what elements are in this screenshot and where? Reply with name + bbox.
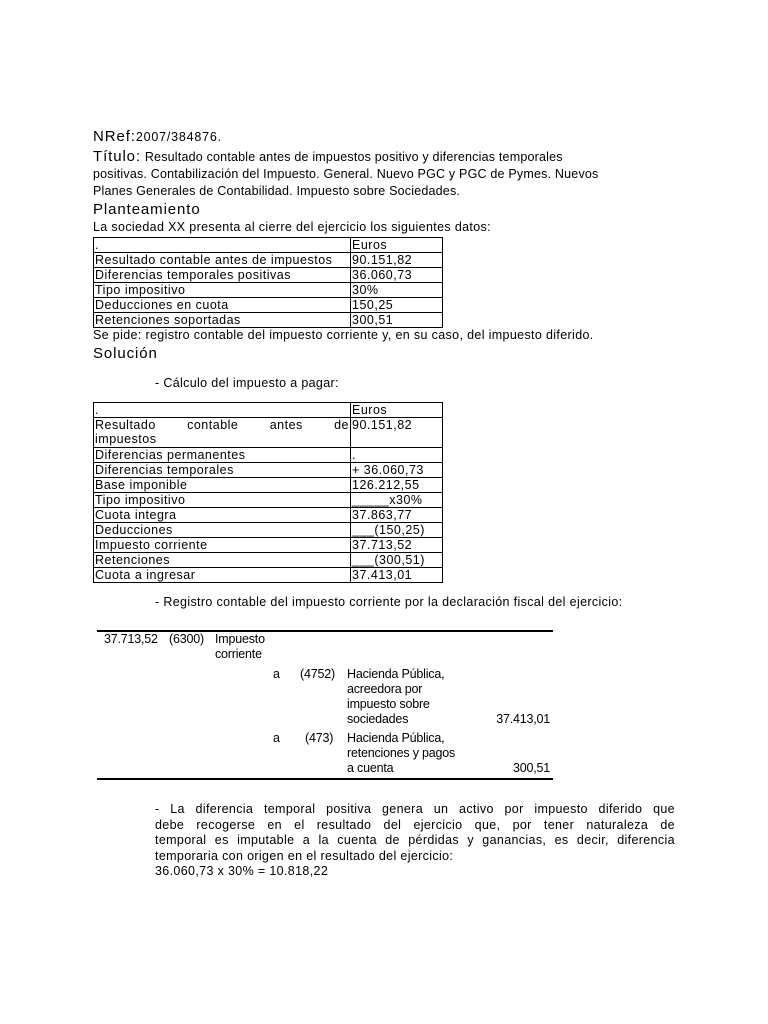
para-line-5: 36.060,73 x 30% = 10.818,22 <box>155 864 329 878</box>
word: temporal <box>155 833 207 847</box>
titulo-text-3: Planes Generales de Contabilidad. Impuesto sobre Sociedades. <box>93 184 461 198</box>
table-cell: 90.151,82 <box>351 418 443 448</box>
word: impuesto <box>534 802 588 816</box>
table-cell: 37.413,01 <box>351 568 443 583</box>
diferido-paragraph <box>155 802 675 880</box>
table-cell: Diferencias permanentes <box>94 448 351 463</box>
nref-label: NRef: <box>93 128 136 145</box>
resultado-words <box>95 418 349 432</box>
table-row <box>94 568 443 583</box>
table-row <box>94 478 443 493</box>
word: por <box>512 817 532 832</box>
table-cell: Diferencias temporales <box>94 463 351 478</box>
word: genera <box>381 802 423 816</box>
word: un <box>433 802 449 816</box>
table-cell: + 36.060,73 <box>351 463 443 478</box>
nref-line <box>93 128 222 146</box>
titulo-text-2: positivas. Contabilización del Impuesto. General. Nuevo PGC y PGC de Pymes. Nuevos <box>93 167 599 181</box>
datos-table <box>93 237 443 328</box>
word: La <box>170 802 185 816</box>
table-row <box>94 313 443 328</box>
table-cell: . <box>351 448 443 463</box>
table-row <box>94 508 443 523</box>
word: de <box>334 418 349 432</box>
word: tener <box>543 817 575 832</box>
word: activo <box>459 802 494 816</box>
word: de <box>385 833 400 847</box>
word: naturaleza <box>586 817 649 832</box>
word: de <box>660 817 675 832</box>
nref-value: 2007/384876. <box>135 130 222 144</box>
titulo-line <box>93 148 563 166</box>
word: la <box>318 833 329 847</box>
table-cell: _____x30% <box>351 493 443 508</box>
table-row <box>94 298 443 313</box>
table-cell: 300,51 <box>351 313 443 328</box>
word: ganancias, <box>482 833 547 847</box>
planteamiento-question: Se pide: registro contable del impuesto corriente y, en su caso, del impuesto diferido. <box>93 328 594 342</box>
table-cell: Retenciones soportadas <box>94 313 351 328</box>
table-cell: . <box>94 403 351 418</box>
entry2-name-3: a cuenta <box>347 761 394 775</box>
table-row <box>94 418 443 448</box>
entry1-name-3: impuesto sobre <box>347 697 430 711</box>
word: Resultado <box>95 418 156 432</box>
table-cell: 150,25 <box>351 298 443 313</box>
table-cell: Impuesto corriente <box>94 538 351 553</box>
table-cell: . <box>94 238 351 253</box>
table-cell <box>94 418 351 448</box>
word: imputable <box>237 833 295 847</box>
entry2-amount: 300,51 <box>512 761 550 775</box>
table-cell: 90.151,82 <box>351 253 443 268</box>
table-cell: Tipo impositivo <box>94 283 351 298</box>
word: diferido <box>598 802 643 816</box>
para-line-1 <box>155 802 675 818</box>
table-cell: Resultado contable antes de impuestos <box>94 253 351 268</box>
word: y <box>467 833 474 847</box>
table-cell: Euros <box>351 238 443 253</box>
ledger-bottom-rule <box>97 778 553 780</box>
debit-amount: 37.713,52 <box>104 632 158 646</box>
word: a <box>302 833 311 847</box>
word: antes <box>269 418 303 432</box>
word: resultado <box>316 817 372 832</box>
table-cell: 37.863,77 <box>351 508 443 523</box>
entry2-account: (473) <box>305 731 334 745</box>
entry1-name-4: sociedades <box>347 712 409 726</box>
word: positiva <box>326 802 372 816</box>
word: diferencia <box>195 802 254 816</box>
entry1-name-1: Hacienda Pública, <box>347 667 445 681</box>
table-cell: ___(150,25) <box>351 523 443 538</box>
planteamiento-heading: Planteamiento <box>93 201 201 218</box>
table-cell: Deducciones <box>94 523 351 538</box>
table-cell: ___(300,51) <box>351 553 443 568</box>
table-cell: 36.060,73 <box>351 268 443 283</box>
table-cell: 126.212,55 <box>351 478 443 493</box>
para-line-4: temporaria con origen en el resultado del ejercicio: <box>155 848 454 863</box>
table-cell: Retenciones <box>94 553 351 568</box>
table-row <box>94 253 443 268</box>
word: temporal <box>263 802 316 816</box>
word: es <box>214 833 229 847</box>
entry2-name-2: retenciones y pagos <box>347 746 456 760</box>
solucion-step2: - Registro contable del impuesto corriente por la declaración fiscal del ejercicio: <box>155 595 623 609</box>
word: del <box>383 817 402 832</box>
word: recogerse <box>196 817 256 832</box>
table-row <box>94 463 443 478</box>
para-line-2 <box>155 818 675 834</box>
table-cell: Euros <box>351 403 443 418</box>
word: que, <box>474 817 501 832</box>
para-line-3 <box>155 833 675 849</box>
word: pérdidas <box>408 833 459 847</box>
word: debe <box>155 817 185 832</box>
planteamiento-intro: La sociedad XX presenta al cierre del ejercicio los siguientes datos: <box>93 220 491 234</box>
table-cell: Cuota integra <box>94 508 351 523</box>
entry1-a: a <box>273 667 280 681</box>
solucion-heading: Solución <box>93 345 158 362</box>
table-row <box>94 523 443 538</box>
table-row <box>94 553 443 568</box>
word: es <box>554 833 569 847</box>
table-row <box>94 283 443 298</box>
calculo-table <box>93 402 443 583</box>
table-row <box>94 268 443 283</box>
debit-account: (6300) <box>169 632 204 646</box>
titulo-label: Título: <box>93 148 141 165</box>
word: ejercicio <box>413 817 463 832</box>
word: por <box>504 802 524 816</box>
word: cuenta <box>337 833 377 847</box>
entry1-account: (4752) <box>300 667 335 681</box>
table-cell: Base imponible <box>94 478 351 493</box>
table-cell: Diferencias temporales positivas <box>94 268 351 283</box>
word: el <box>294 817 305 832</box>
table-row <box>94 403 443 418</box>
entry1-name-2: acreedora por <box>347 682 423 696</box>
table-cell: 30% <box>351 283 443 298</box>
titulo-text-1: Resultado contable antes de impuestos positivo y diferencias temporales <box>144 150 563 164</box>
table-row <box>94 238 443 253</box>
table-row <box>94 538 443 553</box>
word: - <box>155 802 160 816</box>
word: contable <box>187 418 239 432</box>
table-cell: Deducciones en cuota <box>94 298 351 313</box>
entry2-a: a <box>273 731 280 745</box>
solucion-step1: - Cálculo del impuesto a pagar: <box>155 376 339 390</box>
word: en <box>267 817 282 832</box>
word: diferencia <box>617 833 675 847</box>
debit-name-2: corriente <box>215 647 262 661</box>
table-cell: Cuota a ingresar <box>94 568 351 583</box>
debit-name-1: Impuesto <box>215 632 265 646</box>
word: decir, <box>576 833 609 847</box>
word: que <box>653 802 675 816</box>
table-cell: Tipo impositivo <box>94 493 351 508</box>
table-row <box>94 448 443 463</box>
table-cell: 37.713,52 <box>351 538 443 553</box>
entry1-amount: 37.413,01 <box>496 712 550 726</box>
entry2-name-1: Hacienda Pública, <box>347 731 445 745</box>
resultado-line2: impuestos <box>95 432 157 446</box>
table-row <box>94 493 443 508</box>
ledger-top-rule <box>97 630 553 632</box>
